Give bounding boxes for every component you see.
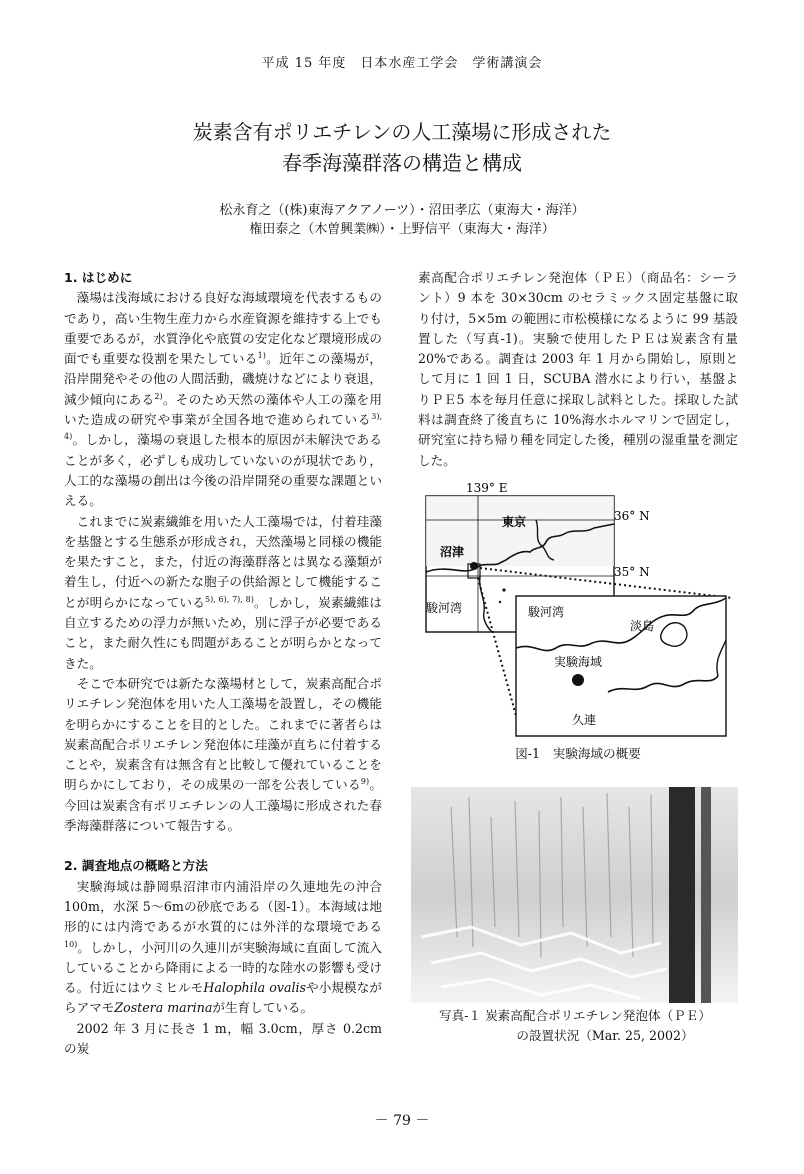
- species-halophila: Halophila ovalis: [203, 980, 306, 996]
- label-tokyo: 東京: [502, 515, 527, 529]
- photo-pe-installation: [411, 787, 738, 1003]
- label-site: 実験海域: [554, 655, 603, 669]
- section1-paragraph3: そこで本研究では新たな藻場材として，炭素高配合ポリエチレン発泡体を用いた人工藻場を設置し，その機能を明らかにすることを目的とした。これまでに著者らは炭素高配合ポリエチレン発泡体に珪藻が直ちに付着することや，炭素含有は無含有と比較して優れていることを明らかにしており，その成果の一部を公表している$^{9)}$。今回は炭素含有ポリエチレンの人工藻場に形成された春季海藻群落について報告する。: [64, 675, 383, 834]
- page-number: － 79 －: [374, 1113, 430, 1129]
- photo1-caption: [405, 1006, 745, 1046]
- section2-paragraph2-start: 2002 年 3 月に長さ 1 m，幅 3.0cm，厚さ 0.2cm の炭: [64, 1020, 382, 1056]
- photo1-caption-line1: 写真-１ 炭素高配合ポリエチレン発泡体（ＰＥ）: [439, 1008, 711, 1023]
- dark-column: [669, 787, 695, 1003]
- section2-heading: 2. 調査地点の概略と方法: [64, 858, 208, 874]
- section1-paragraph1: 藻場は浅海域における良好な海域環境を代表するものであり，高い生物生産力から水産資源を維持する上でも重要であるが，水質浄化や底質の安定化など環境形成の面でも重要な役割を果たしている$^{1)}$。近年この藻場が，沿岸開発やその他の人間活動，磯焼けなどにより衰退，減少傾向にある$^{2)}$。そのため天然の藻体や人工の藻を用いた造成の研究や事業が全国各地で進められている$^{3), 4)}$。しかし，藻場の衰退した根本的原因が未解決であることが多く，必ずしも成功していないのが現状であり，人工的な藻場の創出は今後の沿岸開発の重要な課題といえる。: [64, 290, 383, 509]
- conference-header: 平成 15 年度 日本水産工学会 学術講演会: [261, 56, 543, 71]
- label-numazu: 沼津: [440, 545, 465, 559]
- photo1-caption-line2: の設置状況（Mar. 25, 2002）: [516, 1028, 694, 1043]
- right-column: [418, 268, 738, 471]
- label-36n: 36° N: [614, 509, 650, 523]
- section2-paragraph1: 実験海域は静岡県沼津市内浦沿岸の久連地先の沖合100m，水深 5～6mの砂底である（図-1）。本海域は地形的には内湾であるが水質的には外洋的な環境である$^{10)}$。しかし，小河川の久連川が実験海域に直面して流入していることから降雨による一時的な陸水の影響も受ける。付近にはウミヒルモHalophila ovalisや小規模ながらアマモZostera marinaが生育している。: [64, 878, 382, 1016]
- species-zostera: Zostera marina: [114, 1000, 213, 1016]
- section1-heading: 1. はじめに: [64, 270, 133, 285]
- label-suruga: 駿河湾: [426, 601, 463, 615]
- label-35n: 35° N: [614, 565, 650, 579]
- authors-line2: 権田泰之（木曽興業㈱）・上野信平（東海大・海洋）: [249, 222, 555, 237]
- paper-title-line2: 春季海藻群落の構造と構成: [282, 151, 522, 175]
- section1-paragraph2: これまでに炭素繊維を用いた人工藻場では，付着珪藻を基盤とする生態系が形成され，天然藻場と同様の機能を果たすこと，また，付近の海藻群落とは異なる藻類が着生し，付近への新たな胞子の供給源として機能することが明らかになっている$^{5), 6), 7), 8)}$。しかし，炭素繊維は自立するための浮力が無いため，別に浮子が必要であること，また耐久性にも問題があることが明らかとなってきた。: [64, 513, 383, 671]
- label-kuzura: 久連: [572, 713, 597, 727]
- left-column: [64, 268, 382, 1059]
- figure1-caption: 図-1 実験海域の概要: [515, 746, 641, 761]
- section2-paragraph2-continued: 素高配合ポリエチレン発泡体（ＰＥ）（商品名：シーラント）9 本を 30×30cm のセラミックス固定基盤に取り付け，5×5m の範囲に市松模様になるように 99 基設置した（写真-1)。実験で使用したＰＥは炭素含有量 20%である。調査は 2003 年 1 月から開始し，原則として月に 1 回 1 日，SCUBA 潜水により行い，基盤よりＰＥ5 本を毎月任意に採取し試料とした。採取した試料は調査終了後直ちに 10%海水ホルマリンで固定し，研究室に持ち帰り種を同定した後，種別の湿重量を測定した。: [418, 270, 738, 468]
- paper-title-line1: 炭素含有ポリエチレンの人工藻場に形成された: [192, 120, 612, 144]
- label-suruga-inset: 駿河湾: [528, 605, 565, 619]
- label-139e: 139° E: [466, 481, 508, 495]
- study-area-map: [418, 480, 738, 740]
- label-awashima: 淡島: [630, 619, 655, 633]
- authors-line1: 松永育之（(株)東海アクアノーツ）・沼田孝広（東海大・海洋）: [219, 203, 585, 218]
- numazu-marker: [470, 562, 478, 570]
- experimental-site-marker: [572, 674, 584, 686]
